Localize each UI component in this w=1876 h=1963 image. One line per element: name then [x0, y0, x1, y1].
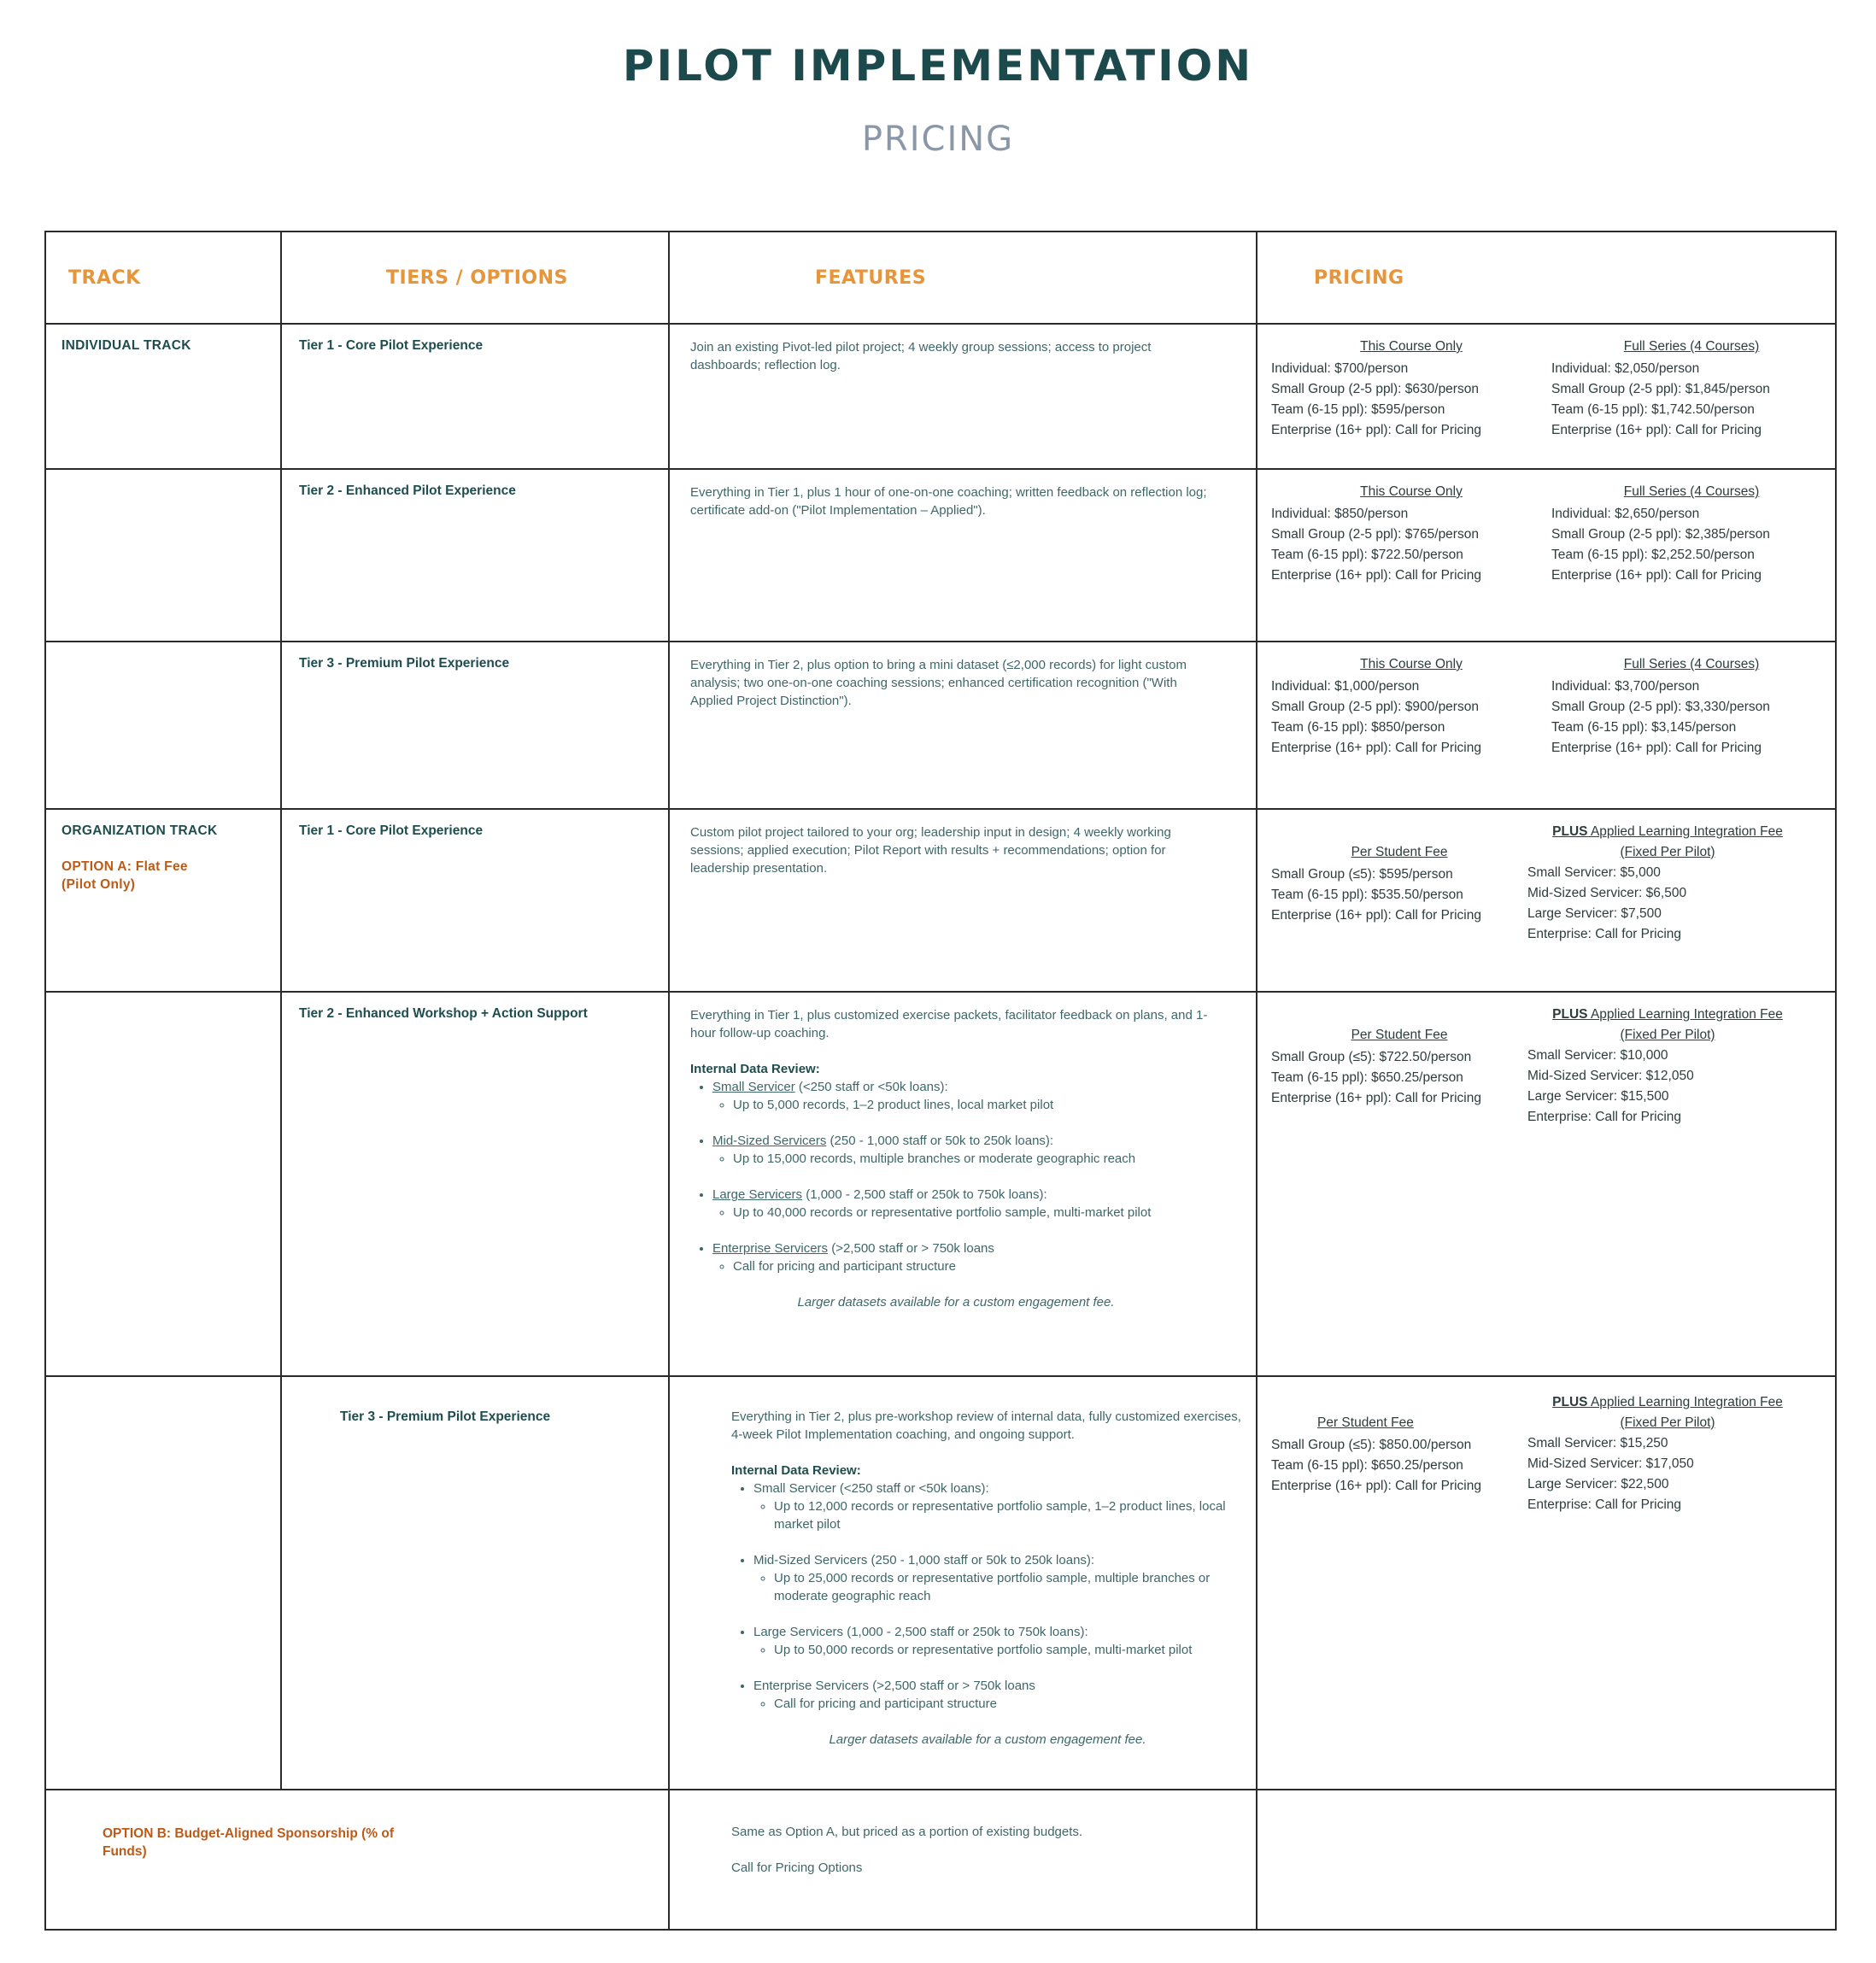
- price-line: Enterprise (16+ ppl): Call for Pricing: [1271, 423, 1481, 437]
- price-line: Enterprise (16+ ppl): Call for Pricing: [1551, 741, 1762, 755]
- price-line: Team (6-15 ppl): $650.25/person: [1271, 1070, 1463, 1085]
- plus-heading: PLUS Applied Learning Integration Fee: [1552, 824, 1783, 839]
- table-row: [45, 1790, 1836, 1930]
- servicer-list: [690, 1078, 1222, 1275]
- price-line: Individual: $1,000/person: [1271, 679, 1420, 694]
- option-a-label: OPTION A: Flat Fee: [62, 859, 188, 874]
- data-review-heading: Internal Data Review:: [731, 1463, 861, 1478]
- price-line: Small Servicer: $15,250: [1527, 1436, 1668, 1450]
- course-only-column: [1271, 482, 1551, 586]
- price-line: Team (6-15 ppl): $722.50/person: [1271, 548, 1463, 562]
- full-series-heading: Full Series (4 Courses): [1623, 484, 1760, 499]
- price-line: Small Group (2-5 ppl): $765/person: [1271, 527, 1479, 542]
- org-track-cell: [45, 809, 281, 992]
- price-line: Enterprise (16+ ppl): Call for Pricing: [1271, 1479, 1481, 1493]
- tier-features: Custom pilot project tailored to your org; leadership input in design; 4 weekly working sessions; applied execution; Pilot Report with results + recommendations; option for leadership presentation.: [669, 809, 1257, 992]
- plus-subheading: (Fixed Per Pilot): [1620, 1415, 1715, 1430]
- course-only-column: [1271, 654, 1551, 759]
- page-subtitle: PRICING: [861, 120, 1015, 159]
- plus-subheading: (Fixed Per Pilot): [1620, 845, 1715, 859]
- price-line: Large Servicer: $15,500: [1527, 1089, 1669, 1104]
- table-row: [45, 324, 1836, 469]
- full-series-column: [1551, 337, 1832, 441]
- price-line: Enterprise (16+ ppl): Call for Pricing: [1551, 568, 1762, 583]
- option-a-sublabel: (Pilot Only): [62, 877, 136, 892]
- price-line: Small Group (≤5): $722.50/person: [1271, 1050, 1472, 1064]
- table-row: [45, 992, 1836, 1376]
- tier-features: Everything in Tier 2, plus option to bring a mini dataset (≤2,000 records) for light custom analysis; two one-on-one coaching sessions; enhanced certification recognition ("With Applied Project Distinction").: [669, 642, 1257, 809]
- option-b-line: Call for Pricing Options: [731, 1860, 863, 1875]
- price-line: Enterprise: Call for Pricing: [1527, 927, 1682, 941]
- per-student-heading: Per Student Fee: [1317, 1415, 1414, 1430]
- price-line: Enterprise (16+ ppl): Call for Pricing: [1271, 908, 1481, 923]
- track-label: ORGANIZATION TRACK: [62, 823, 218, 838]
- page-title: PILOT IMPLEMENTATION: [622, 41, 1254, 91]
- tier-pricing: [1257, 1376, 1836, 1790]
- tier-features-intro: Everything in Tier 2, plus pre-workshop review of internal data, fully customized exercises, 4-week Pilot Implementation coaching, and ongoing support.: [731, 1409, 1241, 1442]
- price-line: Individual: $2,650/person: [1551, 507, 1700, 521]
- plus-heading: PLUS Applied Learning Integration Fee: [1552, 1395, 1783, 1409]
- tier-name: Tier 3 - Premium Pilot Experience: [281, 1376, 669, 1790]
- price-line: Small Group (2-5 ppl): $3,330/person: [1551, 700, 1770, 714]
- price-line: Mid-Sized Servicer: $6,500: [1527, 886, 1687, 900]
- header-features: FEATURES: [669, 231, 1257, 324]
- fixed-fee-column: [1527, 1005, 1808, 1128]
- full-series-heading: Full Series (4 Courses): [1623, 657, 1760, 671]
- tier-features: [669, 992, 1257, 1376]
- price-line: Small Group (≤5): $595/person: [1271, 867, 1453, 882]
- full-series-heading: Full Series (4 Courses): [1623, 339, 1760, 354]
- price-line: Team (6-15 ppl): $1,742.50/person: [1551, 402, 1755, 417]
- course-only-column: [1271, 337, 1551, 441]
- price-line: Enterprise: Call for Pricing: [1527, 1497, 1682, 1512]
- plus-subheading: (Fixed Per Pilot): [1620, 1028, 1715, 1042]
- course-only-heading: This Course Only: [1360, 484, 1463, 499]
- price-line: Team (6-15 ppl): $650.25/person: [1271, 1458, 1463, 1473]
- dataset-note: Larger datasets available for a custom engagement fee.: [829, 1732, 1146, 1747]
- list-item: • Mid-Sized Servicers (250 - 1,000 staff or 50k to 250k loans): ◦ Up to 15,000 records, multiple branches or moderate geographic reach: [712, 1132, 1222, 1168]
- tier-name: Tier 3 - Premium Pilot Experience: [281, 642, 669, 809]
- track-empty: [45, 642, 281, 809]
- tier-pricing: [1257, 992, 1836, 1376]
- course-only-heading: This Course Only: [1360, 339, 1463, 354]
- per-student-column: [1271, 1005, 1527, 1128]
- list-item: • Large Servicers (1,000 - 2,500 staff or 250k to 750k loans): ◦ Up to 50,000 records or representative portfolio sample, multi-market pilot: [753, 1623, 1244, 1659]
- plus-heading: PLUS Applied Learning Integration Fee: [1552, 1007, 1783, 1022]
- price-line: Team (6-15 ppl): $2,252.50/person: [1551, 548, 1755, 562]
- list-item: • Small Servicer (<250 staff or <50k loans): ◦ Up to 5,000 records, 1–2 product lines, local market pilot: [712, 1078, 1222, 1114]
- tier-pricing: [1257, 809, 1836, 992]
- price-line: Mid-Sized Servicer: $17,050: [1527, 1456, 1694, 1471]
- option-b-cell: [45, 1790, 669, 1930]
- header-track: TRACK: [45, 231, 281, 324]
- servicer-list: [731, 1480, 1244, 1713]
- tier-name: Tier 1 - Core Pilot Experience: [281, 809, 669, 992]
- price-line: Enterprise (16+ ppl): Call for Pricing: [1271, 741, 1481, 755]
- price-line: Small Group (≤5): $850.00/person: [1271, 1438, 1472, 1452]
- price-line: Small Group (2-5 ppl): $1,845/person: [1551, 382, 1770, 396]
- option-b-label: OPTION B: Budget-Aligned Sponsorship (% of Funds): [103, 1826, 394, 1859]
- full-series-column: [1551, 482, 1832, 586]
- option-b-pricing: [1257, 1790, 1836, 1930]
- per-student-column: [1271, 1392, 1527, 1515]
- option-b-line: Same as Option A, but priced as a portion of existing budgets.: [731, 1825, 1083, 1839]
- price-line: Large Servicer: $7,500: [1527, 906, 1662, 921]
- tier-name: Tier 2 - Enhanced Pilot Experience: [281, 469, 669, 642]
- list-item: • Small Servicer (<250 staff or <50k loans): ◦ Up to 12,000 records or representative portfolio sample, 1–2 product lines, local market pilot: [753, 1480, 1244, 1533]
- header-pricing: PRICING: [1257, 231, 1836, 324]
- per-student-heading: Per Student Fee: [1351, 1028, 1448, 1042]
- fixed-fee-column: [1527, 1392, 1808, 1515]
- list-item: • Enterprise Servicers (>2,500 staff or > 750k loans ◦ Call for pricing and participant structure: [712, 1239, 1222, 1275]
- dataset-note: Larger datasets available for a custom engagement fee.: [797, 1295, 1115, 1310]
- fixed-fee-column: [1527, 822, 1808, 945]
- table-row: [45, 642, 1836, 809]
- pricing-table: [44, 231, 1837, 1931]
- list-item: • Enterprise Servicers (>2,500 staff or > 750k loans ◦ Call for pricing and participant structure: [753, 1677, 1244, 1713]
- header-tiers: TIERS / OPTIONS: [281, 231, 669, 324]
- tier-features-intro: Everything in Tier 1, plus customized exercise packets, facilitator feedback on plans, and 1-hour follow-up coaching.: [690, 1008, 1208, 1040]
- course-only-heading: This Course Only: [1360, 657, 1463, 671]
- track-empty: [45, 992, 281, 1376]
- price-line: Small Group (2-5 ppl): $900/person: [1271, 700, 1479, 714]
- table-row: [45, 469, 1836, 642]
- track-empty: [45, 1376, 281, 1790]
- price-line: Mid-Sized Servicer: $12,050: [1527, 1069, 1694, 1083]
- per-student-column: [1271, 822, 1527, 945]
- price-line: Team (6-15 ppl): $3,145/person: [1551, 720, 1737, 735]
- tier-name: Tier 2 - Enhanced Workshop + Action Support: [281, 992, 669, 1376]
- price-line: Team (6-15 ppl): $850/person: [1271, 720, 1445, 735]
- price-line: Small Servicer: $10,000: [1527, 1048, 1668, 1063]
- list-item: • Mid-Sized Servicers (250 - 1,000 staff or 50k to 250k loans): ◦ Up to 25,000 records or representative portfolio sample, multiple branches or moderate geographic reach: [753, 1551, 1244, 1605]
- price-line: Small Group (2-5 ppl): $630/person: [1271, 382, 1479, 396]
- price-line: Large Servicer: $22,500: [1527, 1477, 1669, 1491]
- tier-features: [669, 1376, 1257, 1790]
- tier-features: Everything in Tier 1, plus 1 hour of one-on-one coaching; written feedback on reflection log; certificate add-on ("Pilot Implementation – Applied").: [669, 469, 1257, 642]
- price-line: Enterprise: Call for Pricing: [1527, 1110, 1682, 1124]
- tier-pricing: [1257, 324, 1836, 469]
- table-row: [45, 1376, 1836, 1790]
- option-b-features: [669, 1790, 1257, 1930]
- price-line: Team (6-15 ppl): $595/person: [1271, 402, 1445, 417]
- price-line: Enterprise (16+ ppl): Call for Pricing: [1271, 1091, 1481, 1105]
- price-line: Individual: $2,050/person: [1551, 361, 1700, 376]
- track-empty: [45, 469, 281, 642]
- tier-pricing: [1257, 469, 1836, 642]
- price-line: Team (6-15 ppl): $535.50/person: [1271, 888, 1463, 902]
- list-item: • Large Servicers (1,000 - 2,500 staff or 250k to 750k loans): ◦ Up to 40,000 records or representative portfolio sample, multi-market pilot: [712, 1186, 1222, 1222]
- price-line: Individual: $850/person: [1271, 507, 1409, 521]
- price-line: Individual: $700/person: [1271, 361, 1409, 376]
- data-review-heading: Internal Data Review:: [690, 1062, 820, 1076]
- per-student-heading: Per Student Fee: [1351, 845, 1448, 859]
- price-line: Small Servicer: $5,000: [1527, 865, 1661, 880]
- tier-pricing: [1257, 642, 1836, 809]
- price-line: Enterprise (16+ ppl): Call for Pricing: [1271, 568, 1481, 583]
- tier-name: Tier 1 - Core Pilot Experience: [281, 324, 669, 469]
- full-series-column: [1551, 654, 1832, 759]
- price-line: Small Group (2-5 ppl): $2,385/person: [1551, 527, 1770, 542]
- price-line: Individual: $3,700/person: [1551, 679, 1700, 694]
- header-row: [45, 231, 1836, 324]
- table-row: [45, 809, 1836, 992]
- tier-features: Join an existing Pivot-led pilot project; 4 weekly group sessions; access to project dashboards; reflection log.: [669, 324, 1257, 469]
- track-label: INDIVIDUAL TRACK: [45, 324, 281, 469]
- price-line: Enterprise (16+ ppl): Call for Pricing: [1551, 423, 1762, 437]
